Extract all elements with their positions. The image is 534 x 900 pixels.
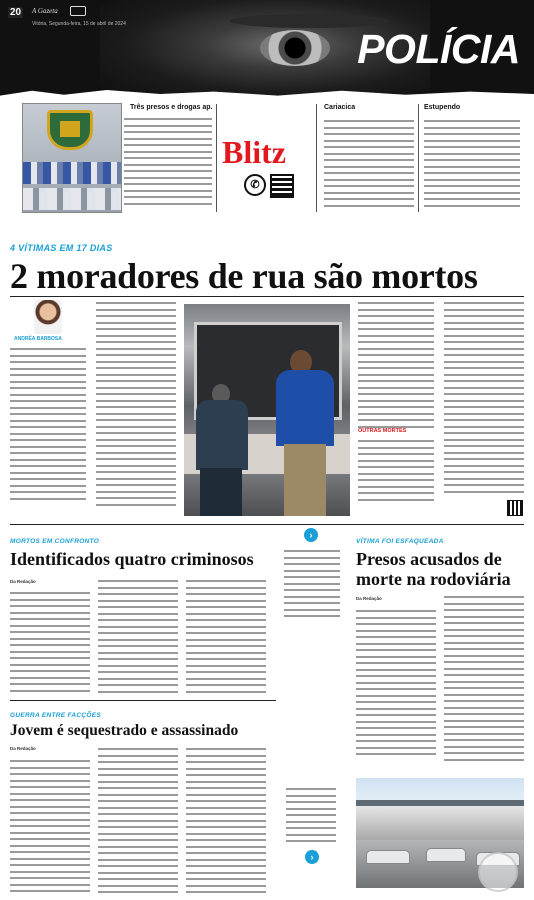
brief-headline: Estupendo — [424, 104, 461, 111]
eye-shape — [260, 30, 330, 66]
story4-headline: Jovem é sequestrado e assassinado — [10, 722, 239, 739]
main-headline: 2 moradores de rua são mortos — [10, 256, 478, 296]
article-subhead: OUTRAS MORTES — [358, 428, 407, 434]
dateline: Vitória, Segunda-feira, 15 de abril de 2024 — [32, 21, 126, 27]
article-column — [186, 748, 266, 898]
terminal-building — [356, 806, 524, 840]
page-number: 20 — [10, 7, 22, 18]
divider — [418, 104, 419, 212]
story4-byline: Da Redação — [10, 746, 36, 751]
article-column — [10, 592, 90, 696]
seized-items-photo — [22, 103, 122, 213]
article-column — [96, 302, 176, 510]
qr-code-icon — [507, 500, 523, 516]
article-column — [186, 580, 266, 697]
police-badge — [47, 110, 93, 150]
section-title: POLÍCIA — [357, 26, 520, 72]
article-column — [444, 302, 524, 497]
side-note — [286, 788, 336, 847]
brief-body — [324, 120, 414, 211]
article-column — [356, 610, 436, 760]
qr-code-icon — [270, 174, 294, 198]
headline-rule — [10, 296, 524, 297]
blitz-logo: Blitz — [222, 134, 286, 170]
photo-car — [366, 850, 410, 864]
story3-byline: Da Redação — [356, 596, 382, 601]
brief-body — [124, 118, 212, 209]
divider — [216, 104, 217, 212]
story2-byline: Da Redação — [10, 579, 36, 584]
arrow-circle-icon[interactable]: › — [305, 850, 319, 864]
whatsapp-icon: ✆ — [244, 174, 266, 196]
side-note — [284, 550, 340, 622]
article-column — [358, 440, 434, 505]
brief-headline: Cariacica — [324, 104, 356, 111]
section-header — [0, 0, 534, 100]
article-column — [98, 580, 178, 697]
photo-car — [426, 848, 466, 862]
photo-person — [272, 350, 338, 516]
author-avatar — [34, 300, 62, 334]
story3-headline: Presos acusados de — [356, 549, 502, 569]
watermark-logo — [478, 852, 518, 892]
main-kicker: 4 VÍTIMAS EM 17 DIAS — [10, 243, 113, 253]
article-column — [444, 596, 524, 765]
photo-shelf — [23, 188, 121, 210]
story3-kicker: VÍTIMA FOI ESFAQUEADA — [356, 538, 444, 545]
article-column — [10, 348, 86, 504]
divider — [316, 104, 317, 212]
section-rule — [10, 700, 276, 701]
photo-shelf — [23, 162, 121, 184]
article-column — [10, 760, 90, 897]
story2-headline: Identificados quatro criminosos — [10, 549, 254, 569]
crime-scene-photo — [184, 304, 350, 516]
section-rule — [10, 524, 524, 525]
article-column — [98, 748, 178, 898]
author-name: ANDRÉA BARBOSA — [14, 336, 62, 342]
photo-person — [190, 384, 250, 516]
article-column — [358, 302, 434, 432]
arrow-circle-icon[interactable]: › — [304, 528, 318, 542]
paper-logo-icon — [70, 6, 86, 16]
story4-kicker: GUERRA ENTRE FACÇÕES — [10, 712, 101, 719]
story2-kicker: MORTOS EM CONFRONTO — [10, 538, 100, 545]
brief-body — [424, 120, 520, 211]
paper-name: A Gazeta — [32, 7, 58, 15]
story3-headline-line2: morte na rodoviária — [356, 569, 511, 589]
brief-headline: Três presos e drogas ap. — [130, 104, 213, 111]
